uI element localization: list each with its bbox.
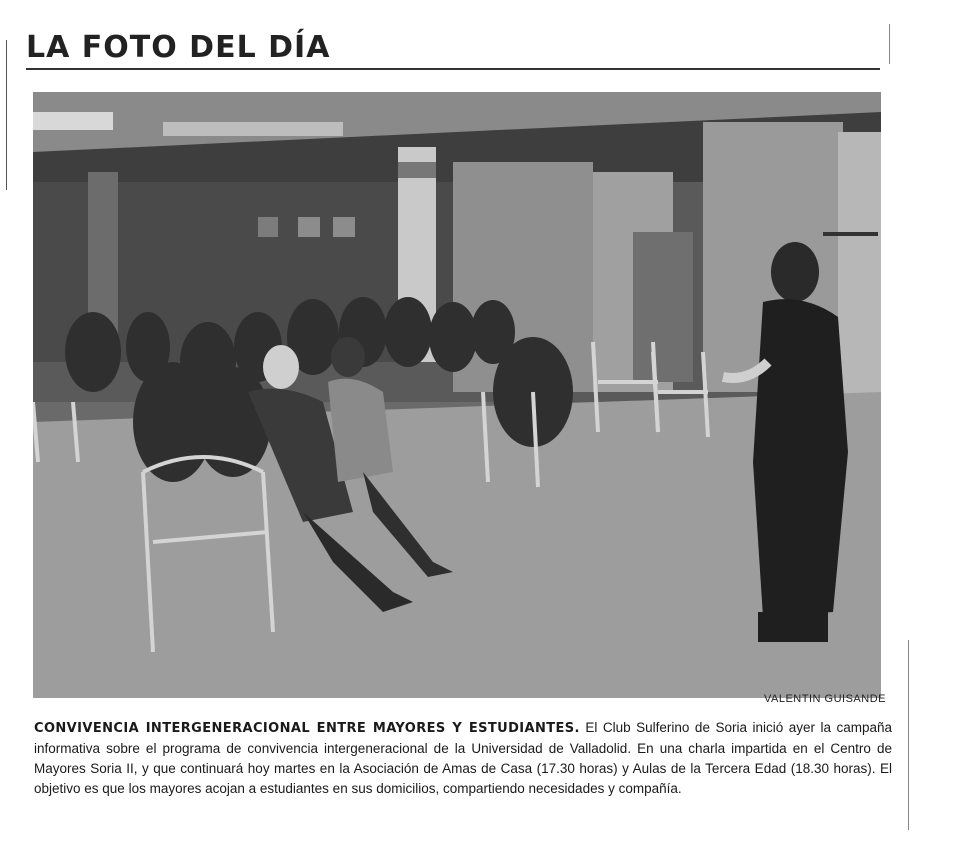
photo-caption (34, 718, 892, 799)
page-margin-line (908, 640, 909, 830)
page-margin-line (6, 40, 7, 190)
caption-lead: CONVIVENCIA INTERGENERACIONAL ENTRE MAYORES Y ESTUDIANTES. (34, 721, 580, 736)
photo-credit: VALENTIN GUISANDE (764, 693, 886, 705)
section-headline: LA FOTO DEL DÍA (26, 30, 331, 65)
caption-body: El Club Sulferino de Soria inició ayer la campaña informativa sobre el programa de convivencia intergeneracional de la Universidad de Valladolid. En una charla impartida en el Centro de Mayores Soria II, y que continuará hoy martes en la Asociación de Amas de Casa (17.30 horas) y Aulas de la Tercera Edad (18.30 horas). El objetivo es que los mayores acojan a estudiantes en sus domicilios, compartiendo necesidades y compañía. (34, 720, 892, 796)
headline-rule (26, 68, 880, 70)
news-photo (33, 92, 881, 698)
page-margin-line (889, 24, 890, 64)
photo-illustration (33, 92, 881, 698)
